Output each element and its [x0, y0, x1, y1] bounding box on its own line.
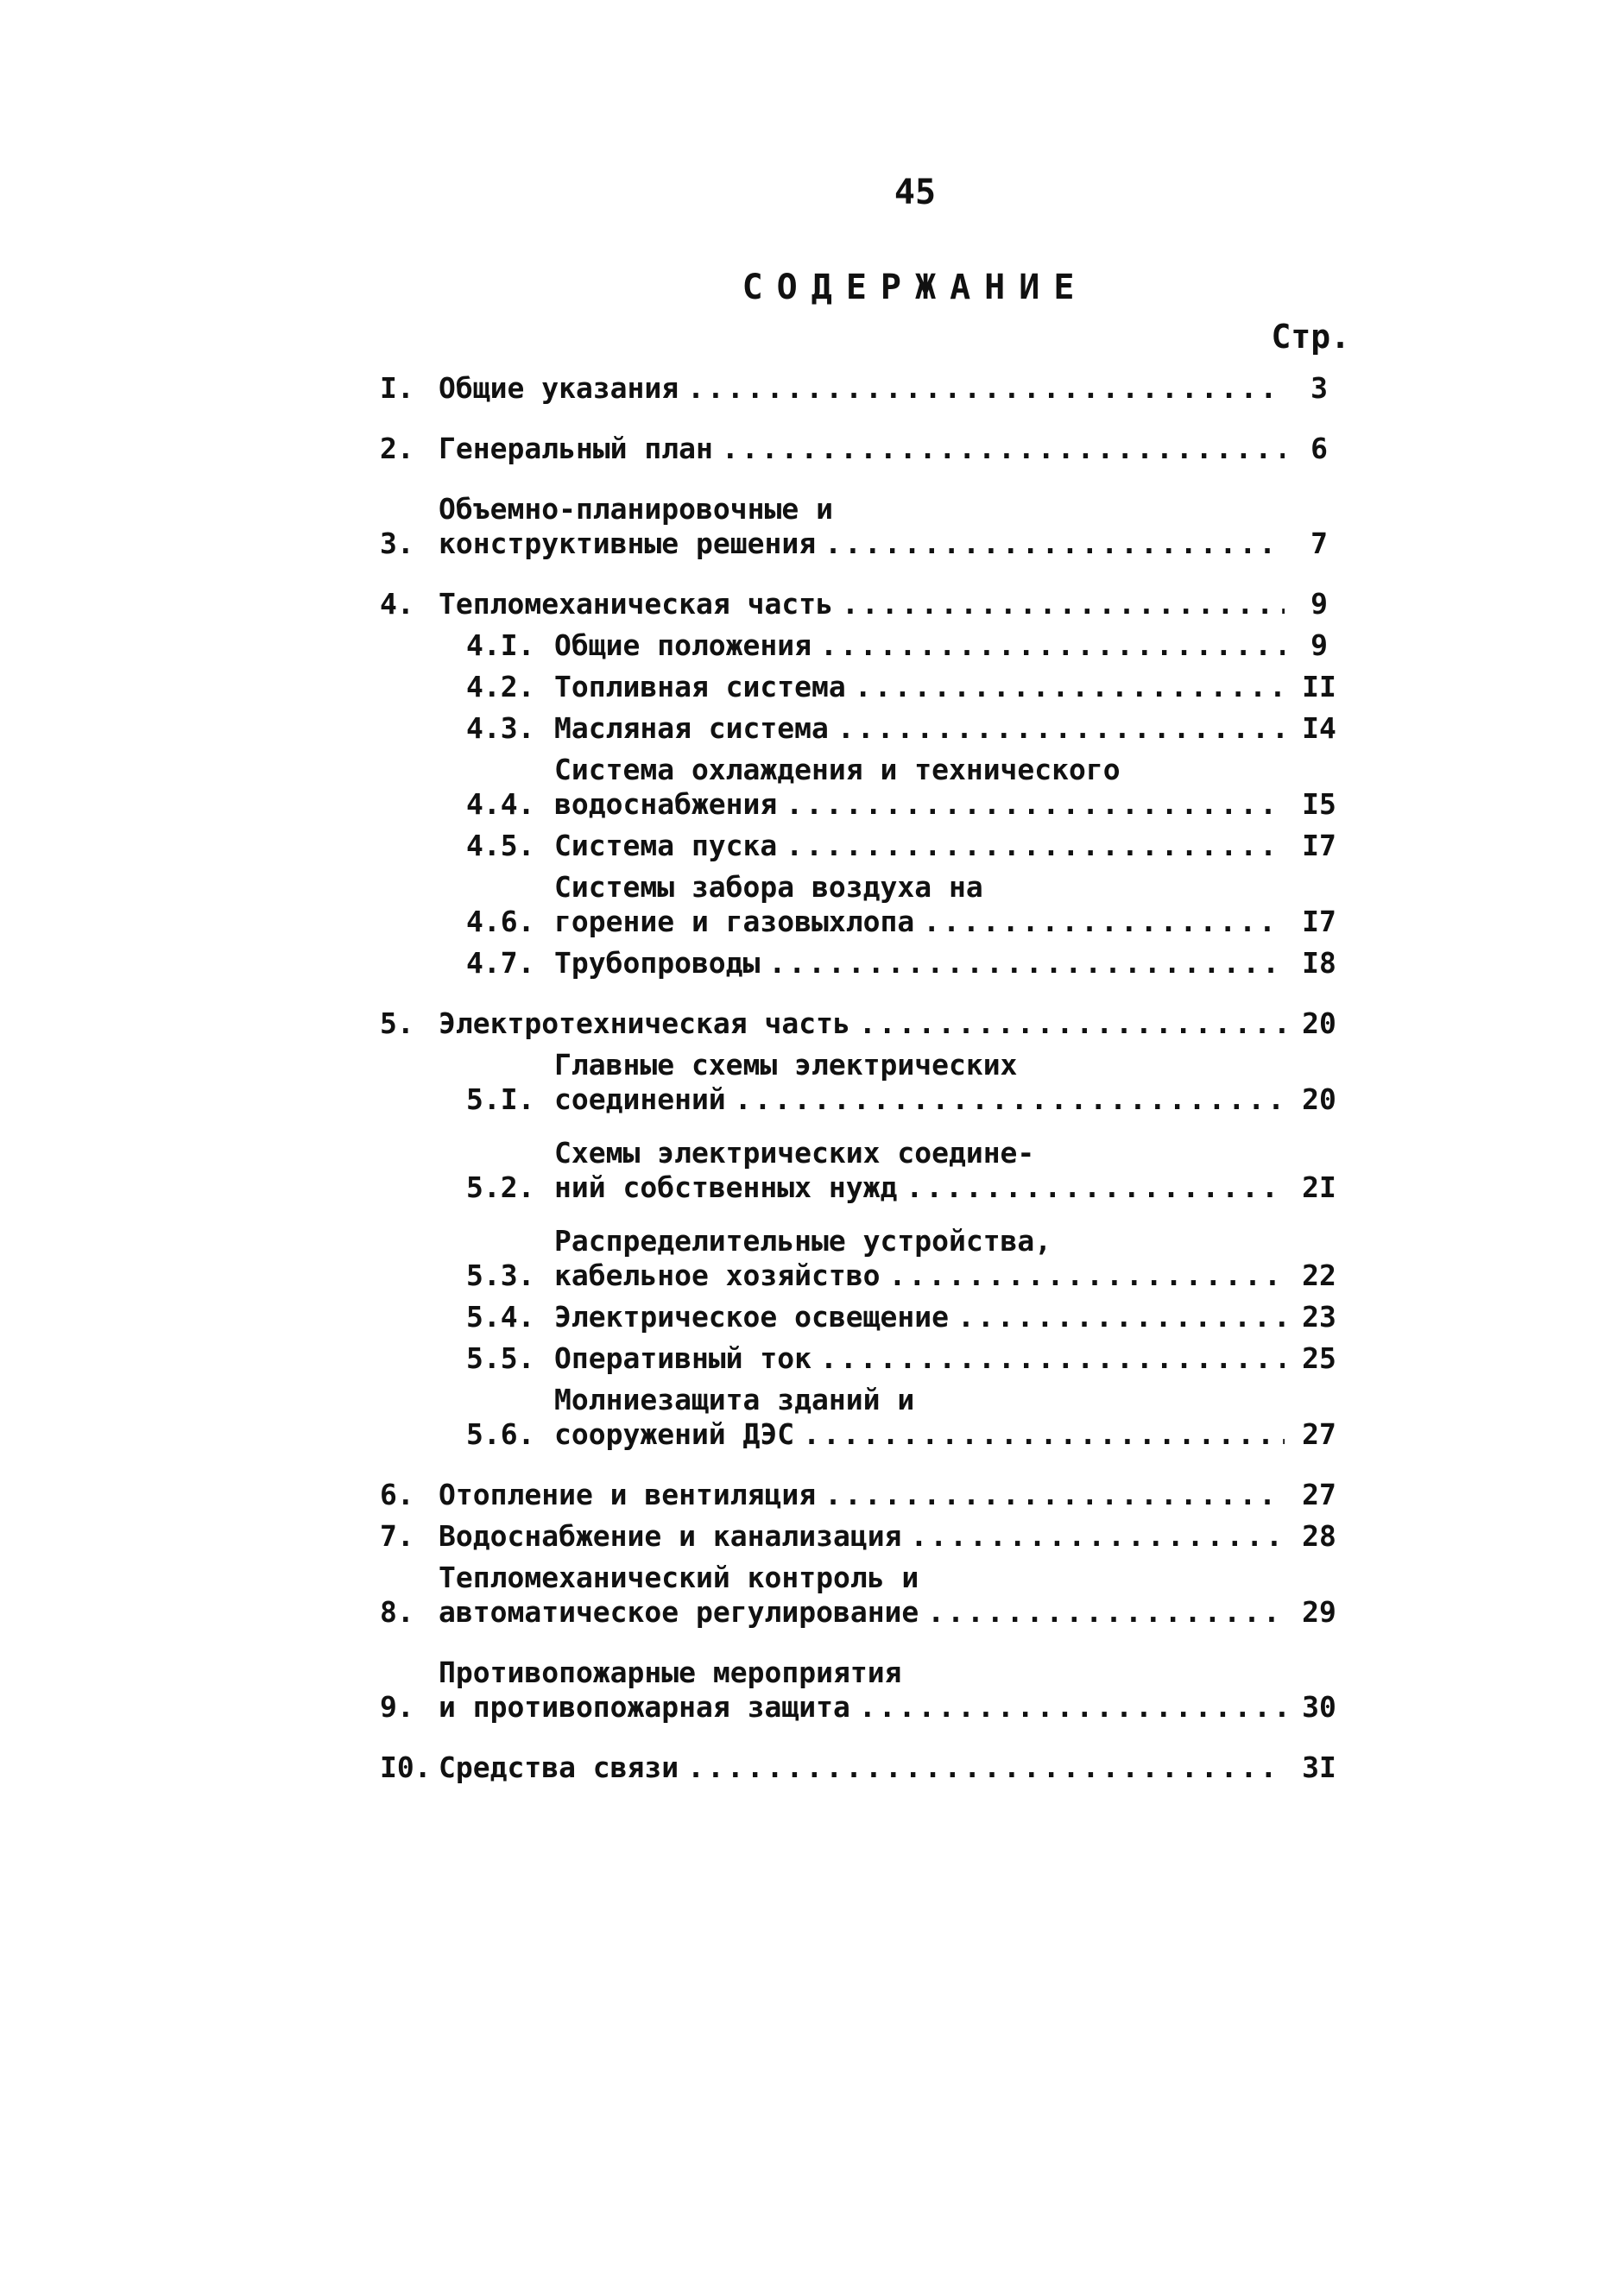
toc-page-number: II [1302, 670, 1336, 703]
toc-entry-title-line: горение и газовыхлопа [554, 905, 915, 938]
page-column-header: Стр. [1271, 318, 1350, 356]
toc-subsection-entry [380, 946, 1347, 981]
toc-subsection-entry [380, 1224, 1347, 1293]
toc-page-number: 23 [1302, 1300, 1336, 1334]
table-of-contents [380, 371, 1347, 1785]
toc-page-number: 27 [1302, 1417, 1336, 1451]
toc-page-number: I7 [1302, 829, 1336, 862]
dot-leader [820, 628, 1285, 663]
toc-page-number: 6 [1310, 432, 1328, 465]
toc-section-entry [380, 492, 1347, 561]
toc-entry-title-line: Водоснабжение и канализация [439, 1519, 902, 1553]
toc-entry-title-line: кабельное хозяйство [554, 1258, 881, 1292]
toc-page-number: 3 [1310, 371, 1328, 405]
toc-entry-number: 6. [380, 1478, 414, 1511]
toc-entry-title-line: Электрическое освещение [554, 1300, 949, 1334]
toc-entry-number: 4. [380, 587, 414, 621]
toc-entry-title-line: Система охлаждения и технического [554, 753, 1121, 786]
toc-page-number: 28 [1302, 1519, 1336, 1553]
toc-entry-title-line: Распределительные устройства, [554, 1224, 1052, 1258]
toc-entry-title-line: водоснабжения [554, 787, 778, 821]
dot-leader [687, 371, 1285, 406]
dot-leader [859, 1690, 1285, 1725]
toc-entry-title-line: Отопление и вентиляция [439, 1478, 817, 1511]
toc-page-number: 3I [1302, 1750, 1336, 1784]
toc-subsection-entry [380, 1383, 1347, 1452]
toc-entry-number: 5.4. [466, 1300, 535, 1334]
toc-section-entry [380, 1656, 1347, 1725]
toc-page-number: 30 [1302, 1690, 1336, 1724]
toc-entry-title-line: Тепломеханический контроль и [439, 1561, 919, 1594]
dot-leader [824, 1478, 1285, 1512]
toc-entry-title-line: Генеральный план [439, 432, 713, 465]
toc-section-entry [380, 432, 1347, 466]
toc-entry-number: I. [380, 371, 414, 405]
toc-page-number: I4 [1302, 711, 1336, 745]
dot-leader [859, 1006, 1285, 1041]
toc-entry-title-line: Тепломеханическая часть [439, 587, 833, 621]
toc-entry-title-line: Схемы электрических соедине- [554, 1136, 1035, 1170]
dot-leader [910, 1519, 1285, 1554]
toc-page-number: 7 [1310, 527, 1328, 560]
dot-leader [889, 1258, 1285, 1293]
toc-entry-number: 4.5. [466, 829, 535, 862]
dot-leader [803, 1417, 1285, 1452]
toc-subsection-entry [380, 829, 1347, 863]
toc-section-entry [380, 1561, 1347, 1630]
toc-subsection-entry [380, 1300, 1347, 1334]
toc-page-number: I7 [1302, 905, 1336, 938]
toc-entry-number: 5.3. [466, 1258, 535, 1292]
toc-entry-number: 5.6. [466, 1417, 535, 1451]
toc-entry-title-line: Масляная система [554, 711, 829, 745]
toc-section-entry [380, 1006, 1347, 1041]
toc-page-number: 9 [1310, 587, 1328, 621]
toc-entry-title-line: Оперативный ток [554, 1341, 812, 1375]
toc-entry-number: 5.I. [466, 1082, 535, 1116]
toc-subsection-entry [380, 1048, 1347, 1117]
toc-page-number: 27 [1302, 1478, 1336, 1511]
dot-leader [786, 787, 1285, 822]
toc-entry-title-line: Общие указания [439, 371, 679, 405]
toc-entry-number: 2. [380, 432, 414, 465]
toc-entry-number: 4.7. [466, 946, 535, 980]
dot-leader [927, 1595, 1285, 1630]
toc-entry-number: 4.I. [466, 628, 535, 662]
toc-entry-title-line: Электротехническая часть [439, 1006, 850, 1040]
toc-entry-title-line: Молниезащита зданий и [554, 1383, 915, 1416]
dot-leader [735, 1082, 1285, 1117]
toc-page-number: 9 [1310, 628, 1328, 662]
toc-page-number: 2I [1302, 1170, 1336, 1204]
toc-entry-title-line: Средства связи [439, 1750, 679, 1784]
toc-section-entry [380, 1519, 1347, 1554]
toc-page-number: I5 [1302, 787, 1336, 821]
dot-leader [786, 829, 1285, 863]
toc-subsection-entry [380, 1341, 1347, 1376]
dot-leader [687, 1750, 1285, 1785]
toc-entry-title-line: конструктивные решения [439, 527, 817, 560]
toc-entry-title-line: Система пуска [554, 829, 778, 862]
toc-entry-title-line: ний собственных нужд [554, 1170, 898, 1204]
toc-entry-number: 4.3. [466, 711, 535, 745]
toc-entry-title-line: Топливная система [554, 670, 846, 703]
toc-section-entry [380, 1750, 1347, 1785]
toc-entry-title-line: сооружений ДЭС [554, 1417, 795, 1451]
toc-subsection-entry [380, 753, 1347, 822]
toc-entry-number: 4.2. [466, 670, 535, 703]
toc-section-entry [380, 371, 1347, 406]
toc-subsection-entry [380, 711, 1347, 746]
toc-page-number: 29 [1302, 1595, 1336, 1629]
toc-entry-title-line: соединений [554, 1082, 726, 1116]
toc-entry-number: 4.4. [466, 787, 535, 821]
toc-entry-title-line: автоматическое регулирование [439, 1595, 919, 1629]
dot-leader [855, 670, 1285, 704]
toc-entry-number: 5.2. [466, 1170, 535, 1204]
dot-leader [837, 711, 1285, 746]
dot-leader [957, 1300, 1285, 1334]
toc-subsection-entry [380, 870, 1347, 939]
toc-section-entry [380, 587, 1347, 621]
toc-entry-number: 8. [380, 1595, 414, 1629]
toc-section-entry [380, 1478, 1347, 1512]
dot-leader [842, 587, 1285, 621]
toc-entry-title-line: Противопожарные мероприятия [439, 1656, 902, 1689]
page-number: 45 [894, 173, 937, 212]
dot-leader [824, 527, 1285, 561]
toc-entry-title-line: Объемно-планировочные и [439, 492, 833, 526]
toc-entry-number: 5.5. [466, 1341, 535, 1375]
dot-leader [820, 1341, 1285, 1376]
toc-page-number: 25 [1302, 1341, 1336, 1375]
toc-entry-number: 4.6. [466, 905, 535, 938]
dot-leader [906, 1170, 1285, 1205]
dot-leader [768, 946, 1285, 981]
document-title: СОДЕРЖАНИЕ [742, 268, 1089, 307]
toc-entry-number: 7. [380, 1519, 414, 1553]
toc-entry-title-line: Трубопроводы [554, 946, 761, 980]
toc-entry-title-line: Главные схемы электрических [554, 1048, 1018, 1082]
toc-page-number: 20 [1302, 1006, 1336, 1040]
toc-entry-number: 9. [380, 1690, 414, 1724]
toc-subsection-entry [380, 628, 1347, 663]
toc-subsection-entry [380, 670, 1347, 704]
dot-leader [923, 905, 1285, 939]
toc-page-number: 22 [1302, 1258, 1336, 1292]
toc-entry-number: 5. [380, 1006, 414, 1040]
toc-entry-title-line: Общие положения [554, 628, 812, 662]
toc-subsection-entry [380, 1136, 1347, 1205]
dot-leader [722, 432, 1285, 466]
toc-entry-number: I0. [380, 1750, 432, 1784]
toc-entry-title-line: Системы забора воздуха на [554, 870, 983, 904]
toc-page-number: 20 [1302, 1082, 1336, 1116]
toc-entry-number: 3. [380, 527, 414, 560]
toc-entry-title-line: и противопожарная защита [439, 1690, 850, 1724]
toc-page-number: I8 [1302, 946, 1336, 980]
